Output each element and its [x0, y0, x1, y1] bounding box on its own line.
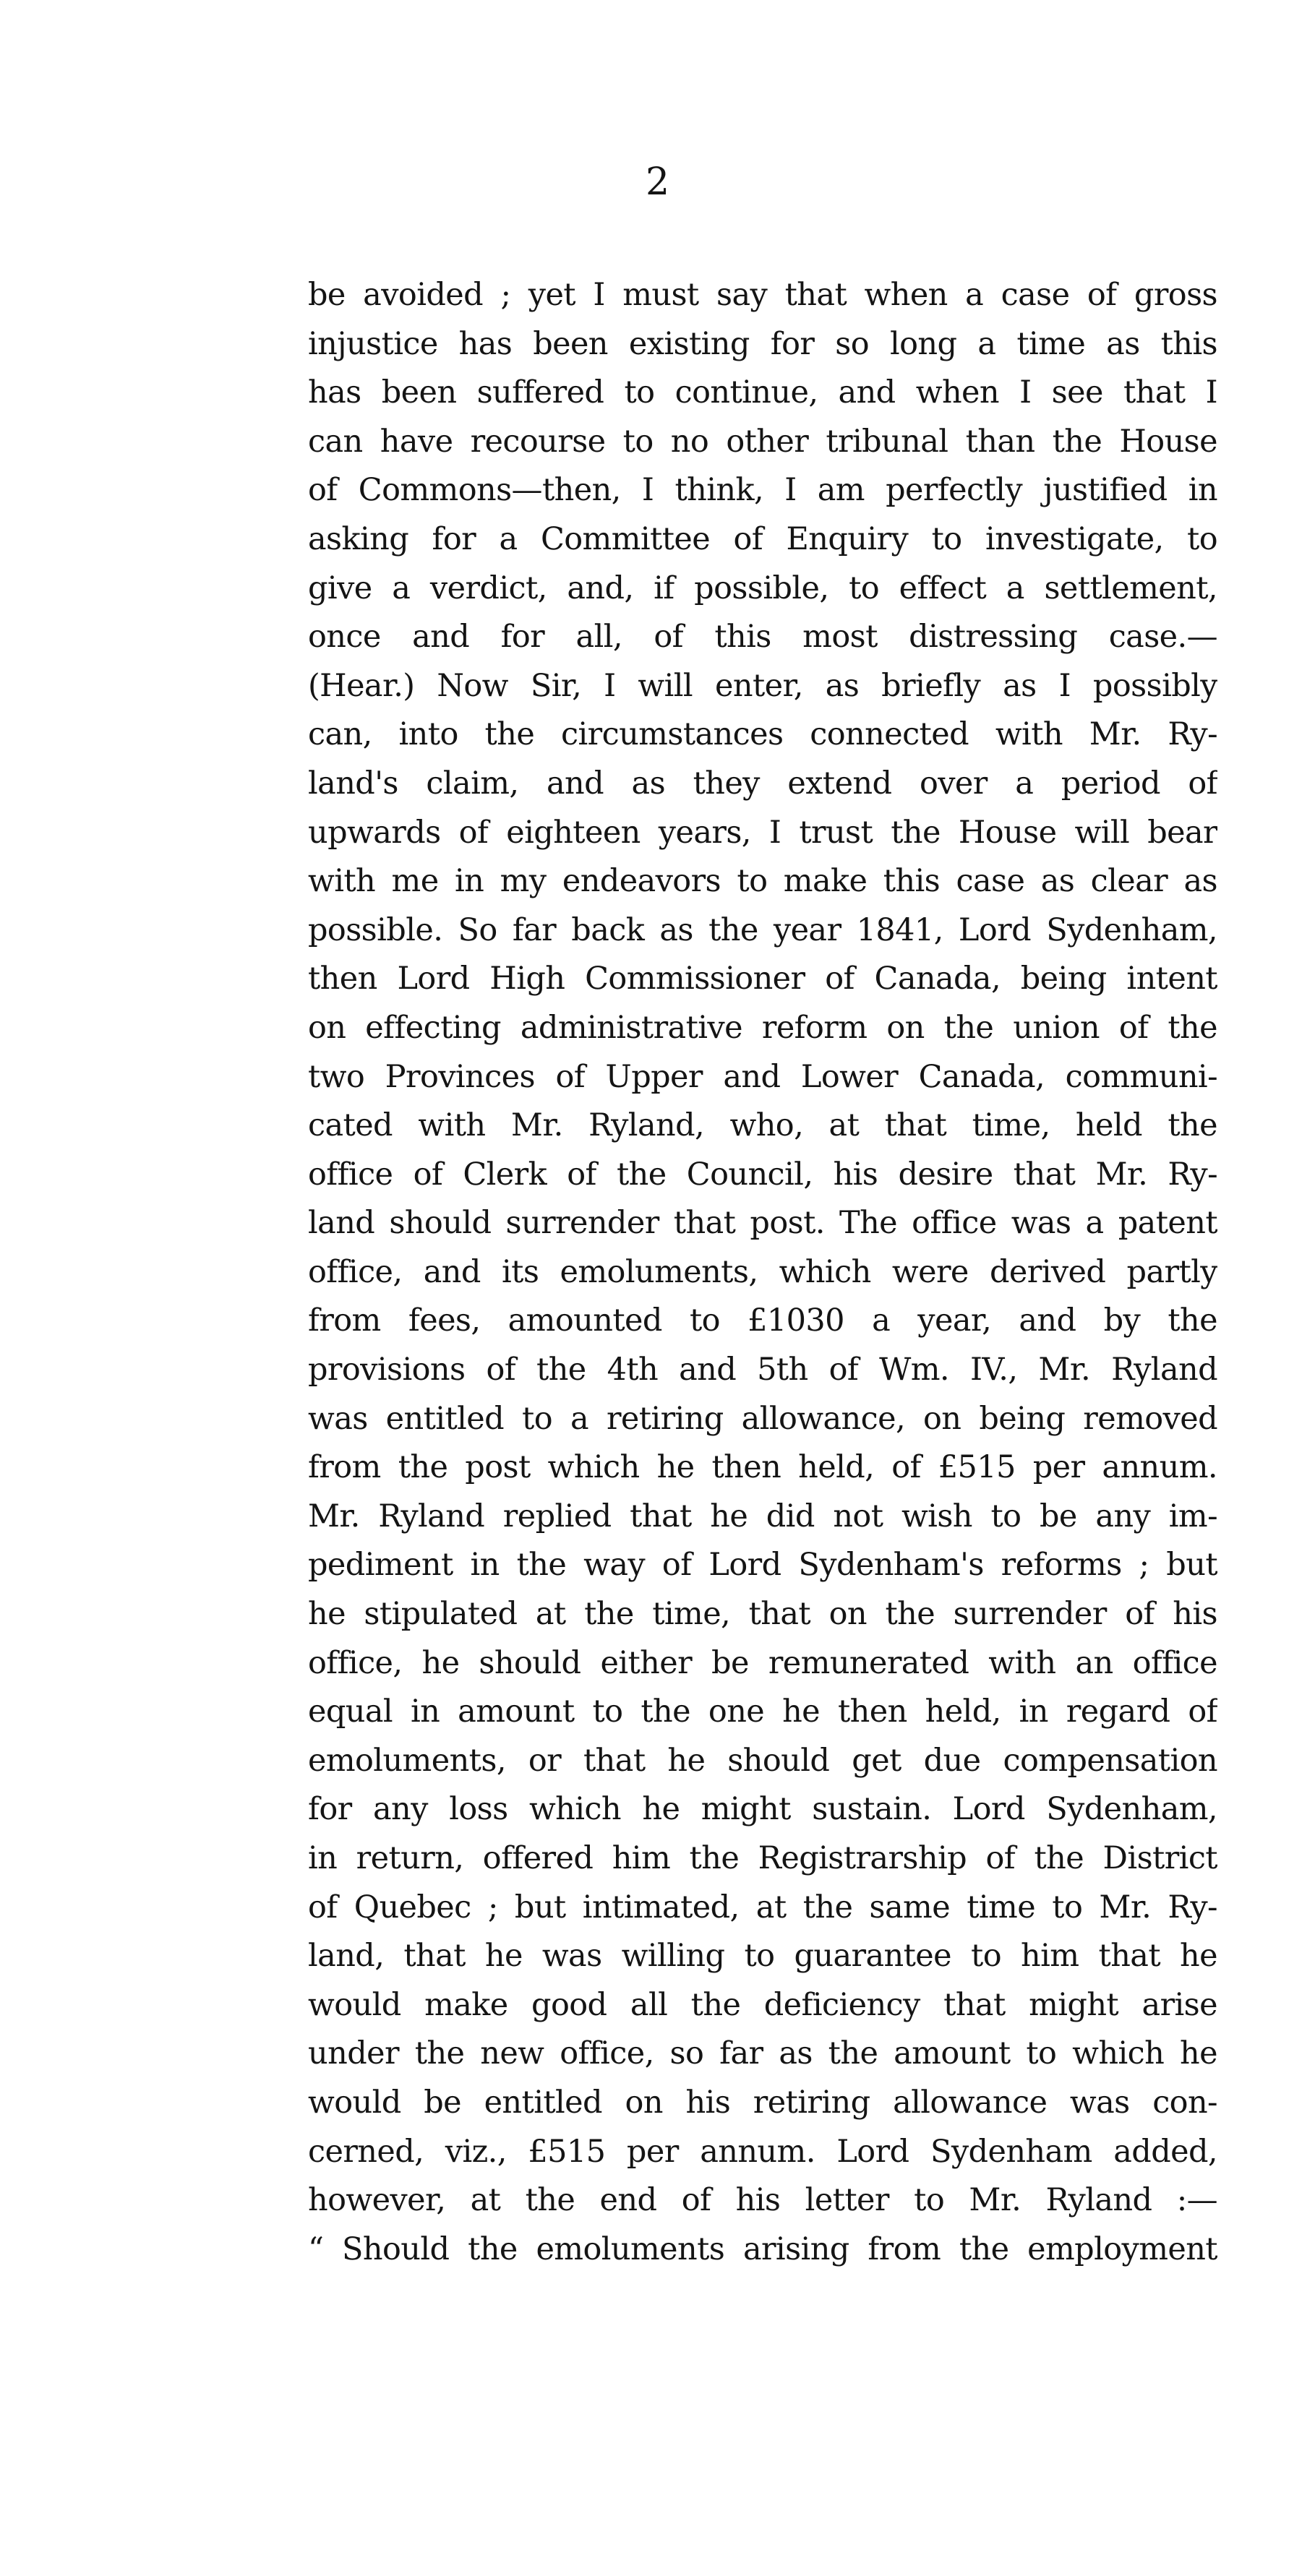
text-line: two Provinces of Upper and Lower Canada, communi-	[308, 1058, 1217, 1095]
text-line: he stipulated at the time, that on the surrender of his	[308, 1596, 1217, 1633]
text-line: cerned, viz., £515 per annum. Lord Sydenham added,	[308, 2133, 1217, 2170]
text-line: for any loss which he might sustain. Lord Sydenham,	[308, 1791, 1217, 1828]
text-line: Mr. Ryland replied that he did not wish to be any im-	[308, 1498, 1217, 1534]
text-line: office, he should either be remunerated with an office	[308, 1644, 1217, 1681]
text-line: on effecting administrative reform on the union of the	[308, 1009, 1217, 1046]
text-line: land, that he was willing to guarantee to him that he	[308, 1938, 1217, 1975]
text-line: upwards of eighteen years, I trust the House will bear	[308, 814, 1217, 851]
text-line: in return, offered him the Registrarship of the District	[308, 1840, 1217, 1876]
text-line: from fees, amounted to £1030 a year, and by the	[308, 1302, 1217, 1339]
text-line: equal in amount to the one he then held, in regard of	[308, 1693, 1217, 1730]
text-line: was entitled to a retiring allowance, on being removed	[308, 1400, 1217, 1437]
text-line: office of Clerk of the Council, his desire that Mr. Ry-	[308, 1156, 1217, 1193]
text-line: of Commons—then, I think, I am perfectly justified in	[308, 472, 1217, 509]
text-line: pediment in the way of Lord Sydenham's reforms ; but	[308, 1547, 1217, 1584]
text-line: give a verdict, and, if possible, to effect a settlement,	[308, 570, 1217, 606]
text-line: land's claim, and as they extend over a period of	[308, 765, 1217, 802]
text-line: however, at the end of his letter to Mr. Ryland :—	[308, 2182, 1217, 2219]
text-line: injustice has been existing for so long a time as this	[308, 325, 1217, 362]
text-line: can, into the circumstances connected with Mr. Ry-	[308, 716, 1217, 753]
text-line: provisions of the 4th and 5th of Wm. IV., Mr. Ryland	[308, 1352, 1217, 1388]
text-line: with me in my endeavors to make this case as clear as	[308, 863, 1217, 900]
text-line: under the new office, so far as the amount to which he	[308, 2035, 1217, 2072]
text-line: asking for a Committee of Enquiry to investigate, to	[308, 520, 1217, 557]
text-line: once and for all, of this most distressing case.—	[308, 619, 1217, 656]
text-line: (Hear.) Now Sir, I will enter, as briefly as I possibly	[308, 667, 1217, 704]
text-line: would make good all the deficiency that might arise	[308, 1986, 1217, 2023]
text-line: has been suffered to continue, and when I see that I	[308, 374, 1217, 411]
text-line: office, and its emoluments, which were derived partly	[308, 1253, 1217, 1290]
text-line: land should surrender that post. The office was a patent	[308, 1205, 1217, 1242]
page-number: 2	[645, 160, 670, 204]
text-line: emoluments, or that he should get due compensation	[308, 1742, 1217, 1779]
text-line: then Lord High Commissioner of Canada, being intent	[308, 961, 1217, 997]
text-line: would be entitled on his retiring allowance was con-	[308, 2084, 1217, 2121]
text-line: can have recourse to no other tribunal than the House	[308, 423, 1217, 460]
text-line: possible. So far back as the year 1841, Lord Sydenham,	[308, 911, 1217, 948]
text-line: of Quebec ; but intimated, at the same time to Mr. Ry-	[308, 1889, 1217, 1925]
text-line: be avoided ; yet I must say that when a case of gross	[308, 277, 1217, 313]
text-line: from the post which he then held, of £515 per annum.	[308, 1449, 1217, 1486]
text-line: “ Should the emoluments arising from the employment	[308, 2231, 1217, 2267]
body-text	[308, 271, 1217, 2274]
text-line: cated with Mr. Ryland, who, at that time, held the	[308, 1107, 1217, 1144]
